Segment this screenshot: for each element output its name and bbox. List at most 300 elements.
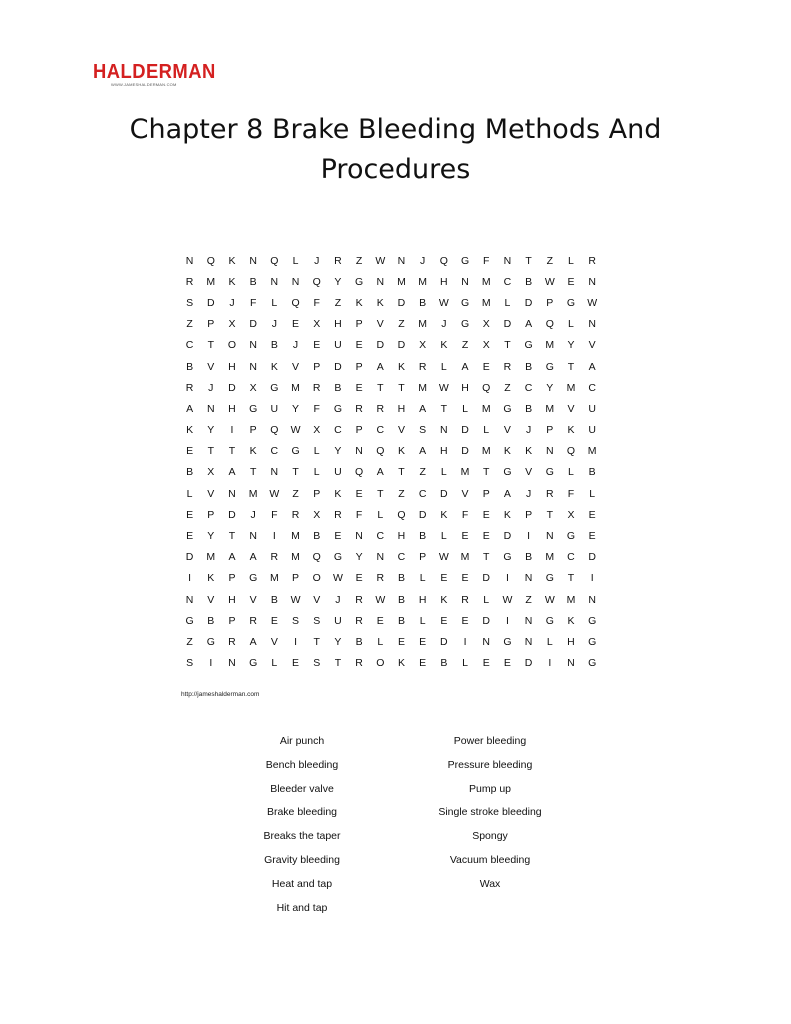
grid-letter: T [483,551,490,564]
grid-letter: F [249,296,257,309]
grid-letter: E [482,530,490,543]
grid-letter: M [206,275,216,288]
grid-letter: Q [566,445,576,458]
grid-letter: R [228,635,236,648]
grid-letter: A [419,445,427,458]
grid-letter: M [460,466,470,479]
grid-letter: X [482,318,490,331]
grid-letter: I [590,572,594,585]
grid-letter: N [270,275,279,288]
grid-letter: J [314,254,320,267]
grid-letter: H [228,360,236,373]
grid-letter: K [567,424,575,437]
grid-letter: D [206,296,215,309]
grid-letter: M [481,402,491,415]
grid-letter: N [185,593,194,606]
grid-letter: D [228,381,236,394]
grid-letter: R [334,254,342,267]
grid-letter: U [588,424,596,437]
grid-letter: L [271,657,278,670]
grid-letter: D [461,424,469,437]
grid-letter: T [398,381,405,394]
grid-letter: D [524,657,533,670]
grid-letter: H [334,318,342,331]
grid-letter: I [505,572,509,585]
grid-letter: A [249,551,257,564]
grid-letter: L [568,466,574,479]
grid-letter: K [503,445,511,458]
grid-letter: N [249,254,257,267]
grid-letter: G [588,614,597,627]
grid-letter: N [355,530,363,543]
word-list-item: Pressure bleeding [447,758,533,771]
grid-letter: M [291,381,300,394]
grid-letter: S [186,296,194,309]
grid-letter: G [588,635,597,648]
grid-letter: E [567,275,575,288]
grid-letter: A [228,466,236,479]
grid-letter: Q [270,424,279,437]
grid-letter: D [503,530,512,543]
grid-letter: Q [482,381,491,394]
word-list-item: Bleeder valve [270,782,334,795]
grid-letter: N [270,466,279,479]
grid-letter: B [207,614,215,627]
grid-letter: G [503,466,512,479]
grid-letter: M [397,275,406,288]
grid-letter: J [335,593,341,606]
grid-letter: Q [439,254,448,267]
grid-letter: K [397,445,405,458]
grid-letter: E [355,381,363,394]
grid-letter: K [397,657,405,670]
grid-letter: M [481,275,491,288]
word-list-item: Pump up [468,782,512,795]
grid-letter: X [482,339,490,352]
word-list-item: Breaks the taper [263,830,341,843]
grid-letter: E [461,572,469,585]
grid-letter: N [376,275,385,288]
grid-letter: B [397,572,405,585]
grid-letter: E [482,360,490,373]
grid-letter: W [438,381,449,394]
grid-letter: C [567,551,575,564]
grid-letter: K [270,360,278,373]
grid-letter: C [376,530,385,543]
grid-letter: N [228,487,236,500]
grid-letter: H [567,635,575,648]
word-list-left [202,730,402,920]
grid-letter: M [418,318,428,331]
grid-letter: M [566,593,576,606]
grid-letter: K [397,360,405,373]
grid-letter: G [503,635,512,648]
grid-letter: W [290,424,301,437]
grid-letter: C [503,275,512,288]
grid-letter: F [313,296,320,309]
grid-letter: R [355,402,363,415]
grid-letter: V [376,318,384,331]
grid-letter: G [460,254,470,267]
grid-letter: E [588,508,596,521]
grid-letter: U [588,402,596,415]
grid-letter: L [419,572,426,585]
grid-letter: I [527,530,531,543]
grid-letter: K [525,445,533,458]
grid-letter: D [249,318,257,331]
grid-letter: F [313,402,320,415]
grid-letter: V [207,487,215,500]
grid-letter: P [482,487,490,500]
grid-letter: X [207,466,215,479]
grid-letter: Y [334,275,342,288]
grid-letter: L [440,360,447,373]
grid-letter: I [505,614,509,627]
grid-letter: T [567,360,575,373]
grid-letter: W [438,296,449,309]
grid-letter: I [230,424,234,437]
grid-letter: X [313,424,321,437]
grid-letter: E [292,318,300,331]
grid-letter: T [440,402,448,415]
page-title [0,110,791,190]
grid-letter: M [291,551,300,564]
grid-letter: A [228,551,236,564]
grid-letter: T [313,635,320,648]
grid-letter: D [418,508,427,521]
grid-letter: F [355,508,363,521]
grid-letter: E [186,445,194,458]
grid-letter: I [463,635,467,648]
grid-letter: N [567,657,575,670]
grid-letter: D [228,508,236,521]
grid-letter: Y [292,402,300,415]
grid-letter: D [334,360,342,373]
grid-letter: U [270,402,279,415]
grid-letter: J [208,381,214,394]
grid-letter: M [291,530,300,543]
grid-letter: Z [186,635,193,648]
grid-letter: V [249,593,257,606]
grid-letter: C [334,424,342,437]
grid-letter: T [377,487,384,500]
grid-letter: J [229,296,235,309]
grid-letter: N [249,360,257,373]
grid-letter: S [419,424,427,437]
grid-letter: E [397,635,405,648]
grid-letter: K [440,593,448,606]
grid-letter: N [291,275,300,288]
grid-letter: L [589,487,596,500]
grid-letter: L [504,296,511,309]
grid-letter: G [460,296,470,309]
grid-letter: Z [334,296,342,309]
grid-letter: W [375,254,386,267]
grid-letter: L [377,508,384,521]
grid-letter: K [567,614,575,627]
grid-letter: G [333,402,342,415]
grid-letter: R [355,593,363,606]
word-list-item: Air punch [279,735,325,747]
grid-letter: C [376,424,385,437]
grid-letter: X [313,318,321,331]
grid-letter: B [313,530,321,543]
grid-letter: C [185,339,194,352]
grid-letter: Z [355,254,363,267]
title-line-1: Chapter 8 Brake Bleeding Methods And [129,114,662,145]
grid-letter: T [207,445,214,458]
grid-letter: M [545,551,555,564]
grid-letter: T [525,254,532,267]
grid-letter: R [185,275,194,288]
grid-letter: I [209,657,213,670]
grid-letter: A [186,402,194,415]
grid-letter: Q [312,275,321,288]
grid-letter: G [545,614,554,627]
grid-letter: J [441,318,447,331]
grid-letter: N [206,402,215,415]
grid-letter: F [461,508,469,521]
word-list-item: Wax [479,877,501,890]
grid-letter: W [544,593,555,606]
grid-letter: K [376,296,384,309]
grid-letter: Y [355,551,363,564]
grid-letter: G [524,339,533,352]
grid-letter: R [249,614,257,627]
grid-letter: G [566,530,576,543]
grid-letter: H [228,593,236,606]
grid-letter: Q [397,508,406,521]
grid-letter: R [312,381,321,394]
grid-letter: K [334,487,342,500]
word-list-item: Bench bleeding [265,758,339,771]
grid-letter: W [290,593,301,606]
grid-letter: W [375,593,386,606]
grid-letter: R [376,572,385,585]
grid-letter: E [270,614,278,627]
grid-letter: Z [186,318,193,331]
grid-letter: N [355,445,363,458]
grid-letter: L [271,296,278,309]
grid-letter: Q [312,551,321,564]
title-line-2: Procedures [320,154,471,185]
grid-letter: N [588,318,596,331]
grid-letter: Q [355,466,364,479]
grid-letter: N [482,635,491,648]
grid-letter: S [313,614,321,627]
grid-letter: E [419,635,427,648]
grid-letter: D [185,551,194,564]
grid-letter: B [419,530,427,543]
grid-letter: Z [419,466,426,479]
word-list-item: Power bleeding [453,735,527,747]
grid-letter: T [207,339,214,352]
grid-letter: J [525,424,532,437]
source-url: http://jameshalderman.com [181,691,260,698]
grid-letter: L [419,614,426,627]
grid-letter: A [525,318,533,331]
grid-letter: N [588,275,596,288]
grid-letter: D [440,635,448,648]
grid-letter: M [248,487,258,500]
word-list-item: Heat and tap [271,877,333,890]
grid-letter: E [334,530,342,543]
grid-letter: P [419,551,427,564]
word-list-item: Single stroke bleeding [438,806,542,819]
grid-letter: T [249,466,257,479]
grid-letter: H [440,275,448,288]
grid-letter: G [333,551,342,564]
grid-letter: N [545,530,554,543]
grid-letter: R [545,487,554,500]
grid-letter: M [418,381,428,394]
grid-letter: B [397,614,405,627]
grid-letter: L [377,635,384,648]
grid-letter: N [503,254,512,267]
grid-letter: W [438,551,449,564]
grid-letter: I [188,572,192,585]
grid-letter: E [292,657,300,670]
grid-letter: M [587,445,597,458]
grid-letter: F [271,508,278,521]
grid-letter: J [271,318,277,331]
grid-letter: S [186,657,194,670]
grid-letter: M [481,296,491,309]
logo-name: HALDERMAN [93,61,216,83]
grid-letter: V [461,487,469,500]
word-list-item: Vacuum bleeding [449,853,531,866]
grid-letter: J [525,487,532,500]
grid-letter: K [228,254,236,267]
grid-letter: X [249,381,257,394]
grid-letter: Z [292,487,299,500]
grid-letter: M [566,381,576,394]
grid-letter: G [355,275,364,288]
word-search-grid [179,250,603,674]
grid-letter: B [270,593,278,606]
grid-letter: C [588,381,596,394]
grid-letter: C [524,381,533,394]
grid-letter: B [525,551,533,564]
grid-letter: R [355,657,363,670]
grid-letter: B [334,381,342,394]
grid-letter: R [376,402,385,415]
grid-letter: B [525,275,533,288]
grid-letter: A [461,360,469,373]
grid-letter: Z [546,254,553,267]
grid-letter: V [525,466,533,479]
grid-letter: U [334,339,342,352]
grid-letter: A [419,402,427,415]
grid-letter: Y [207,424,215,437]
grid-letter: I [548,657,552,670]
grid-letter: L [462,402,468,415]
grid-letter: G [249,402,258,415]
grid-letter: T [334,657,342,670]
grid-letter: P [292,572,300,585]
grid-letter: V [503,424,511,437]
grid-letter: D [376,339,385,352]
grid-letter: Z [525,593,532,606]
grid-letter: B [249,275,257,288]
grid-letter: B [525,402,533,415]
grid-letter: P [228,572,236,585]
grid-letter: L [186,487,193,500]
logo-url: WWW.JAMESHALDERMAN.COM [111,82,177,87]
grid-letter: P [249,424,257,437]
grid-letter: G [545,466,554,479]
grid-letter: L [313,445,320,458]
grid-letter: K [355,296,363,309]
grid-letter: B [440,657,448,670]
grid-letter: I [294,635,297,648]
grid-letter: B [588,466,596,479]
grid-letter: T [228,445,236,458]
grid-letter: T [567,572,575,585]
grid-letter: L [483,424,490,437]
grid-letter: T [504,339,511,352]
grid-letter: G [185,614,194,627]
grid-letter: E [186,530,194,543]
grid-letter: H [440,445,448,458]
grid-letter: M [460,551,470,564]
grid-letter: X [567,508,575,521]
grid-letter: M [269,572,279,585]
grid-letter: N [545,445,554,458]
grid-letter: L [440,466,447,479]
grid-letter: W [587,296,598,309]
grid-letter: F [567,487,575,500]
grid-letter: A [376,360,384,373]
grid-letter: O [227,339,237,352]
grid-letter: D [524,296,533,309]
grid-letter: A [503,487,511,500]
grid-letter: N [249,339,257,352]
grid-letter: D [503,318,512,331]
grid-letter: E [419,657,427,670]
grid-letter: E [186,508,194,521]
grid-letter: Z [461,339,469,352]
grid-letter: Q [376,445,385,458]
grid-letter: R [334,508,342,521]
grid-letter: L [313,466,320,479]
grid-letter: Y [334,635,342,648]
grid-letter: Z [398,318,405,331]
grid-letter: J [250,508,256,521]
grid-letter: S [313,657,321,670]
grid-letter: M [545,402,555,415]
grid-letter: B [355,635,363,648]
grid-letter: R [185,381,194,394]
grid-letter: B [270,339,278,352]
grid-letter: N [397,254,406,267]
grid-letter: W [544,275,555,288]
grid-letter: R [355,614,363,627]
grid-letter: V [588,339,596,352]
grid-letter: J [292,339,299,352]
grid-letter: P [207,318,215,331]
grid-letter: Z [504,381,511,394]
grid-letter: N [524,635,533,648]
grid-letter: P [546,296,554,309]
grid-letter: E [376,614,384,627]
grid-letter: W [269,487,280,500]
grid-letter: U [334,614,342,627]
grid-letter: N [249,530,257,543]
grid-letter: D [461,445,469,458]
grid-letter: E [355,339,363,352]
grid-letter: R [418,360,427,373]
